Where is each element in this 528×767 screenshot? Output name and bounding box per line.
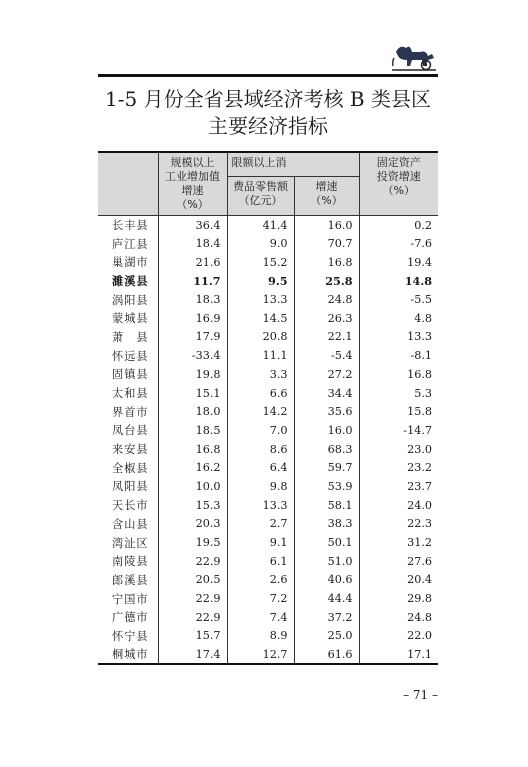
- investment-growth-cell: 20.4: [359, 571, 438, 590]
- table-row: [98, 253, 438, 272]
- investment-growth-cell: 29.8: [359, 589, 438, 608]
- table-row: [98, 608, 438, 627]
- retail-growth-cell: -5.4: [294, 346, 359, 365]
- retail-growth-cell: 26.3: [294, 309, 359, 328]
- industrial-growth-cell: 22.9: [158, 552, 227, 571]
- retail-sales-cell: 7.0: [227, 421, 294, 440]
- header-industrial: [158, 152, 227, 216]
- retail-sales-cell: 9.1: [227, 533, 294, 552]
- county-name-cell: 太和县: [112, 387, 149, 401]
- industrial-growth-cell: 20.5: [158, 571, 227, 590]
- county-name-cell: 南陵县: [112, 555, 149, 569]
- retail-growth-cell: 61.6: [294, 645, 359, 664]
- industrial-growth-cell: 10.0: [158, 477, 227, 496]
- retail-sales-cell: 11.1: [227, 346, 294, 365]
- retail-sales-cell: 6.1: [227, 552, 294, 571]
- county-name-cell: 怀远县: [112, 349, 149, 363]
- county-name-cell: 濉溪县: [112, 273, 149, 288]
- industrial-growth-cell: 15.1: [158, 384, 227, 403]
- table-row: [98, 458, 438, 477]
- header-industrial-l3: 增速: [181, 184, 204, 197]
- table-row: [98, 272, 438, 291]
- title-line-1: 1-5 月份全省县域经济考核 B 类县区: [105, 87, 431, 111]
- retail-sales-cell: 41.4: [227, 216, 294, 235]
- investment-growth-cell: -8.1: [359, 346, 438, 365]
- investment-growth-cell: 0.2: [359, 216, 438, 235]
- page-title: [98, 86, 438, 140]
- retail-sales-cell: 20.8: [227, 328, 294, 347]
- table-row: [98, 552, 438, 571]
- retail-sales-cell: 9.8: [227, 477, 294, 496]
- retail-growth-cell: 53.9: [294, 477, 359, 496]
- header-retail-amount-l2: （亿元）: [238, 193, 283, 207]
- header-investment-l1: 固定资产: [376, 156, 421, 169]
- county-name-cell: 蒙城县: [112, 312, 149, 326]
- investment-growth-cell: 27.6: [359, 552, 438, 571]
- retail-growth-cell: 70.7: [294, 234, 359, 253]
- header-investment: [359, 152, 438, 216]
- county-name-cell: 萧 县: [112, 330, 149, 344]
- industrial-growth-cell: 15.3: [158, 496, 227, 515]
- retail-growth-cell: 27.2: [294, 365, 359, 384]
- industrial-growth-cell: 18.4: [158, 234, 227, 253]
- industrial-growth-cell: 20.3: [158, 515, 227, 534]
- investment-growth-cell: 19.4: [359, 253, 438, 272]
- table-row: [98, 627, 438, 646]
- title-line-2: 主要经济指标: [208, 114, 328, 138]
- table-row: [98, 496, 438, 515]
- indicator-table: [98, 151, 438, 665]
- retail-sales-cell: 9.0: [227, 234, 294, 253]
- retail-sales-cell: 6.4: [227, 458, 294, 477]
- retail-growth-cell: 35.6: [294, 402, 359, 421]
- investment-growth-cell: -14.7: [359, 421, 438, 440]
- header-industrial-l2: 工业增加值: [165, 170, 220, 183]
- retail-sales-cell: 3.3: [227, 365, 294, 384]
- retail-sales-cell: 9.5: [227, 272, 294, 291]
- investment-growth-cell: 22.3: [359, 515, 438, 534]
- retail-sales-cell: 14.2: [227, 402, 294, 421]
- header-retail-growth-l1: 增速: [315, 179, 338, 193]
- retail-sales-cell: 7.4: [227, 608, 294, 627]
- investment-growth-cell: 24.8: [359, 608, 438, 627]
- retail-growth-cell: 38.3: [294, 515, 359, 534]
- industrial-growth-cell: 19.8: [158, 365, 227, 384]
- industrial-growth-cell: 21.6: [158, 253, 227, 272]
- table-row: [98, 290, 438, 309]
- industrial-growth-cell: 36.4: [158, 216, 227, 235]
- table-row: [98, 328, 438, 347]
- retail-sales-cell: 6.6: [227, 384, 294, 403]
- county-name-cell: 巢湖市: [112, 256, 149, 270]
- table-row: [98, 571, 438, 590]
- industrial-growth-cell: -33.4: [158, 346, 227, 365]
- table-row: [98, 477, 438, 496]
- table-row: [98, 216, 438, 235]
- county-name-cell: 长丰县: [112, 219, 149, 233]
- retail-growth-cell: 25.8: [294, 272, 359, 291]
- industrial-growth-cell: 18.0: [158, 402, 227, 421]
- table-row: [98, 421, 438, 440]
- retail-sales-cell: 12.7: [227, 645, 294, 664]
- investment-growth-cell: 17.1: [359, 645, 438, 664]
- county-name-cell: 全椒县: [112, 461, 149, 475]
- retail-growth-cell: 68.3: [294, 440, 359, 459]
- header-retail-growth: [294, 176, 359, 215]
- industrial-growth-cell: 17.9: [158, 328, 227, 347]
- investment-growth-cell: 15.8: [359, 402, 438, 421]
- retail-growth-cell: 24.8: [294, 290, 359, 309]
- table-row: [98, 589, 438, 608]
- header-retail-amount: [227, 176, 294, 215]
- county-name-cell: 来安县: [112, 443, 149, 457]
- header-county: [98, 152, 158, 216]
- industrial-growth-cell: 22.9: [158, 608, 227, 627]
- retail-growth-cell: 16.0: [294, 421, 359, 440]
- retail-sales-cell: 13.3: [227, 290, 294, 309]
- county-name-cell: 宁国市: [112, 592, 149, 606]
- retail-sales-cell: 13.3: [227, 496, 294, 515]
- county-name-cell: 湾沚区: [112, 536, 149, 550]
- header-retail-growth-l2: （%）: [310, 193, 343, 207]
- table-row: [98, 365, 438, 384]
- table-body: [98, 216, 438, 665]
- industrial-growth-cell: 18.3: [158, 290, 227, 309]
- retail-growth-cell: 50.1: [294, 533, 359, 552]
- retail-growth-cell: 34.4: [294, 384, 359, 403]
- header-industrial-l4: （%）: [176, 198, 209, 211]
- table-row: [98, 645, 438, 664]
- header-investment-l2: 投资增速: [376, 170, 421, 183]
- table-row: [98, 346, 438, 365]
- county-name-cell: 桐城市: [98, 645, 158, 664]
- header-retail-group: [227, 152, 359, 176]
- investment-growth-cell: 14.8: [359, 272, 438, 291]
- county-name-cell: 涡阳县: [112, 293, 149, 307]
- investment-growth-cell: 4.8: [359, 309, 438, 328]
- investment-growth-cell: 13.3: [359, 328, 438, 347]
- county-name-cell: 界首市: [112, 405, 149, 419]
- table-row: [98, 533, 438, 552]
- retail-growth-cell: 58.1: [294, 496, 359, 515]
- table-row: [98, 234, 438, 253]
- table-row: [98, 440, 438, 459]
- county-name-cell: 凤台县: [112, 424, 149, 438]
- retail-growth-cell: 16.0: [294, 216, 359, 235]
- header-retail-amount-l1: 费品零售额: [233, 179, 288, 193]
- county-name-cell: 广德市: [112, 611, 149, 625]
- header-retail-group-label: 限额以上消: [231, 156, 287, 169]
- investment-growth-cell: -5.5: [359, 290, 438, 309]
- investment-growth-cell: 23.7: [359, 477, 438, 496]
- retail-sales-cell: 14.5: [227, 309, 294, 328]
- retail-sales-cell: 7.2: [227, 589, 294, 608]
- industrial-growth-cell: 19.5: [158, 533, 227, 552]
- header-investment-l3: （%）: [382, 184, 415, 197]
- retail-growth-cell: 22.1: [294, 328, 359, 347]
- page-number: – 71 –: [403, 688, 438, 702]
- county-name-cell: 含山县: [112, 517, 149, 531]
- table-row: [98, 384, 438, 403]
- industrial-growth-cell: 17.4: [158, 645, 227, 664]
- retail-growth-cell: 51.0: [294, 552, 359, 571]
- retail-growth-cell: 37.2: [294, 608, 359, 627]
- investment-growth-cell: 23.0: [359, 440, 438, 459]
- retail-growth-cell: 16.8: [294, 253, 359, 272]
- county-name-cell: 固镇县: [112, 368, 149, 382]
- industrial-growth-cell: 11.7: [158, 272, 227, 291]
- table-row: [98, 402, 438, 421]
- retail-sales-cell: 15.2: [227, 253, 294, 272]
- retail-growth-cell: 44.4: [294, 589, 359, 608]
- table-row: [98, 309, 438, 328]
- investment-growth-cell: 24.0: [359, 496, 438, 515]
- retail-growth-cell: 40.6: [294, 571, 359, 590]
- county-name-cell: 天长市: [112, 499, 149, 513]
- table-row: [98, 515, 438, 534]
- investment-growth-cell: 5.3: [359, 384, 438, 403]
- county-name-cell: 怀宁县: [112, 629, 149, 643]
- header-industrial-l1: 规模以上: [170, 156, 215, 169]
- retail-growth-cell: 25.0: [294, 627, 359, 646]
- retail-growth-cell: 59.7: [294, 458, 359, 477]
- investment-growth-cell: 16.8: [359, 365, 438, 384]
- investment-growth-cell: 31.2: [359, 533, 438, 552]
- investment-growth-cell: 23.2: [359, 458, 438, 477]
- retail-sales-cell: 8.9: [227, 627, 294, 646]
- investment-growth-cell: 22.0: [359, 627, 438, 646]
- industrial-growth-cell: 18.5: [158, 421, 227, 440]
- industrial-growth-cell: 15.7: [158, 627, 227, 646]
- county-name-cell: 庐江县: [112, 237, 149, 251]
- retail-sales-cell: 2.6: [227, 571, 294, 590]
- county-name-cell: 凤阳县: [112, 480, 149, 494]
- industrial-growth-cell: 22.9: [158, 589, 227, 608]
- industrial-growth-cell: 16.9: [158, 309, 227, 328]
- retail-sales-cell: 8.6: [227, 440, 294, 459]
- retail-sales-cell: 2.7: [227, 515, 294, 534]
- county-name-cell: 郎溪县: [112, 573, 149, 587]
- top-rule: [98, 74, 438, 77]
- industrial-growth-cell: 16.2: [158, 458, 227, 477]
- investment-growth-cell: -7.6: [359, 234, 438, 253]
- industrial-growth-cell: 16.8: [158, 440, 227, 459]
- horse-carriage-logo: [390, 40, 438, 74]
